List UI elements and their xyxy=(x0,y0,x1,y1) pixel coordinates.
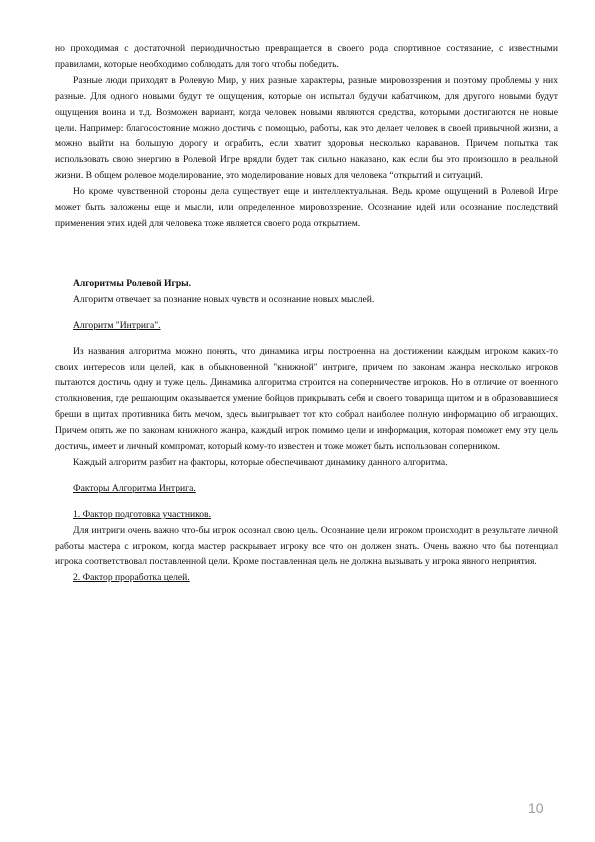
heading-factors: Факторы Алгоритма Интрига. xyxy=(73,482,196,494)
paragraph-3: Но кроме чувственной стороны дела существует еще и интеллектуальная. Ведь кроме ощущений в Ролевой Игре может быть заложены еще и мысли, или определенное мировоззрение. Осознание идей или осознание последствий применения этих идей для человека тоже является своего рода открытием. xyxy=(55,186,558,229)
heading-factor-2: 2. Фактор проработка целей. xyxy=(73,572,190,584)
paragraph-factor-1: Для интриги очень важно что-бы игрок осознал свою цель. Осознание цели игроком происходит в результате личной работы мастера с игроком, когда мастер раскрывает игроку все что он должен знать. Очень важно что бы потенциал игрока соответствовал поставленной цели. Кроме поставленная цель не должна вызывать у игрока явного неприятия. xyxy=(55,524,558,568)
paragraph-algorithm-purpose: Алгоритм отвечает за познание новых чувств и осознание новых мыслей. xyxy=(73,293,375,305)
heading-intrigue: Алгоритм "Интрига". xyxy=(73,319,161,331)
paragraph-1: но проходимая с достаточной периодичностью превращается в своего рода спортивное состязание, с известными правилами, которые необходимо соблюдать для того чтобы победить. xyxy=(55,43,558,70)
paragraph-intrigue: Из названия алгоритма можно понять, что динамика игры построенна на достижении каждым игроком каких-то своих интересов или целей, как в обыкновенной "книжной" интриге, причем по законам жанра несколько игроков пытаются достичь одну и туже цель. Динамика алгоритма строится на соперничестве игроков. Но в отличие от военного столкновения, где решающим оказывается умение бойцов прикрывать себя и своего товарища щитом и в образовавшиеся бреши в щитах противника бить мечом, здесь выигрывает тот кто собрал наиболее полную информацию об играющих. Причем опять же по законам книжного жанра, каждый игрок помимо цели и информация, которая поможет ему эту цель достичь, имеет и личный компромат, который кому-то известен и тоже может быть использован соперником. xyxy=(55,345,558,453)
heading-algorithms: Алгоритмы Ролевой Игры. xyxy=(73,277,192,289)
paragraph-factors-intro: Каждый алгоритм разбит на факторы, которые обеспечивают динамику данного алгоритма. xyxy=(73,456,448,468)
document-page xyxy=(55,41,558,586)
page-number: 10 xyxy=(528,800,544,816)
heading-factor-1: 1. Фактор подготовка участников. xyxy=(73,508,211,520)
paragraph-2: Разные люди приходят в Ролевую Мир, у них разные характеры, разные мировоззрения и поэтому проблемы у них разные. Для одного новыми будут те ощущения, которые он испытал будучи кабатчиком, для другого новыми будут ощущения воина и т.д. Возможен вариант, когда человек новыми являются средства, которыми достигаются не новые цели. Например: благосостояние можно достичь с помощью, работы, как это делает человек в своей привычной жизни, а можно выйти на большую дорогу и ограбить, если хватит здоровья несколько караванов. Причем попытка так использовать свою энергию в Ролевой Игре врядли будет так сильно наказано, как если бы это произошло в реальной жизни. В общем ролевое моделирование, это моделирование новых для человека “открытий и ситуаций. xyxy=(55,74,558,182)
